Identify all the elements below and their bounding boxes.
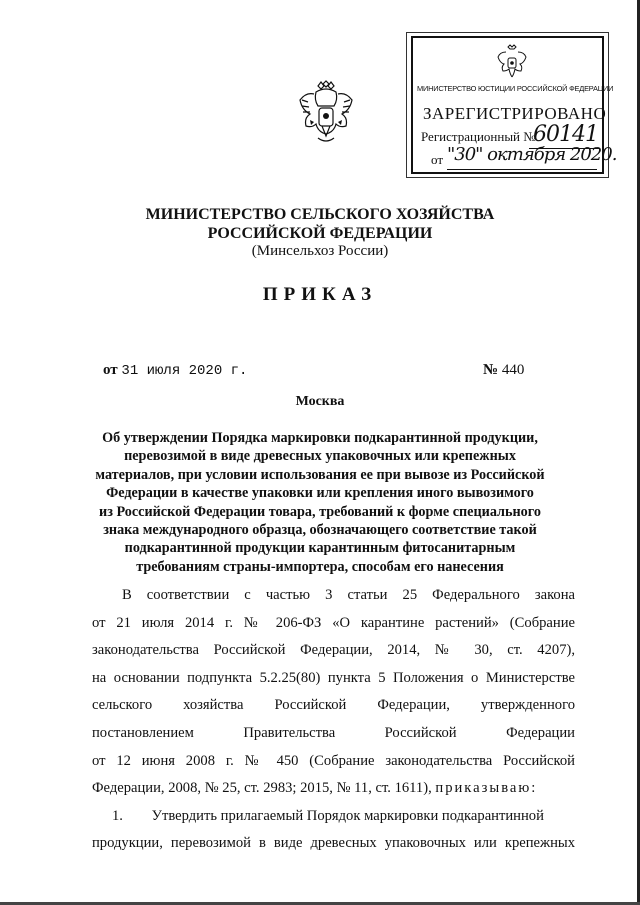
order-subject: [80, 429, 560, 576]
subject-line: знака международного образца, обозначающего соответствие такой: [103, 522, 537, 539]
order-body: [92, 582, 575, 858]
body-line: на основании подпункта 5.2.25(80) пункта 5 Положения о Министерстве: [92, 669, 575, 686]
subject-line: перевозимой в виде древесных упаковочных или крепежных: [124, 448, 516, 465]
subject-line: требованиям страны-импортера, способам его нанесения: [136, 558, 504, 575]
stamp-date-underline: [447, 169, 597, 170]
body-line-text: Федерации, 2008, № 25, ст. 2983; 2015, № 11, ст. 1611),: [92, 780, 432, 797]
item-1-first-line: [92, 803, 575, 831]
body-line: В соответствии с частью 3 статьи 25 Федерального закона: [122, 587, 575, 603]
stamp-ministry-name: МИНИСТЕРСТВО ЮСТИЦИИ РОССИЙСКОЙ ФЕДЕРАЦИИ: [417, 84, 614, 93]
order-date: [103, 362, 247, 379]
stamp-regnum-label: Регистрационный №: [421, 129, 536, 144]
ministry-short-name: (Минсельхоз России): [251, 243, 389, 259]
stamp-status: ЗАРЕГИСТРИРОВАНО: [423, 104, 607, 123]
body-line: сельского хозяйства Российской Федерации, утвержденного: [92, 697, 575, 714]
ministry-name-line2: РОССИЙСКОЙ ФЕДЕРАЦИИ: [207, 225, 433, 242]
item-1-text: Утвердить прилагаемый Порядок маркировки подкарантинной: [151, 807, 544, 824]
item-1-second-line: продукции, перевозимой в виде древесных упаковочных или крепежных: [92, 835, 575, 852]
stamp-regnum-handwritten: 60141: [533, 122, 598, 147]
body-line: от 12 июня 2008 г. № 450 (Собрание законодательства Российской: [92, 752, 575, 769]
subject-line: из Российской Федерации товара, требований к форме специального: [99, 503, 541, 520]
document-title: ПРИКАЗ: [262, 284, 378, 305]
ministry-name-line1: МИНИСТЕРСТВО СЕЛЬСКОГО ХОЗЯЙСТВА: [145, 206, 495, 223]
order-number-value: 440: [501, 362, 525, 378]
registration-stamp: [411, 36, 617, 174]
ministry-name: [0, 205, 640, 243]
subject-line: Федерации в качестве упаковки или крепления иного вывозимого: [106, 485, 534, 502]
order-number-sign: №: [483, 362, 499, 378]
body-line: постановлением Правительства Российской Федерации: [92, 724, 575, 741]
order-directive-word: приказываю:: [435, 780, 538, 797]
subject-line: подкарантинной продукции карантинным фитосанитарным: [124, 540, 516, 557]
stamp-date-handwritten: "30" октября 2020.: [447, 144, 617, 165]
order-number: [483, 362, 524, 379]
order-date-prefix: от: [103, 362, 118, 378]
body-line: законодательства Российской Федерации, 2014, № 30, ст. 4207),: [92, 642, 575, 659]
item-1-number: 1.: [112, 807, 123, 824]
stamp-date-prefix: от: [431, 152, 444, 167]
subject-line: Об утверждении Порядка маркировки подкарантинной продукции,: [102, 430, 538, 446]
body-line: от 21 июля 2014 г. № 206-ФЗ «О карантине растений» (Собрание: [92, 614, 575, 631]
body-line-last: [92, 775, 575, 803]
coat-of-arms-icon: [296, 80, 356, 154]
order-city: Москва: [295, 394, 345, 409]
subject-line: материалов, при условии использования ее при вывозе из Российской: [95, 466, 545, 483]
stamp-coat-of-arms-icon: [497, 44, 527, 80]
order-date-value: 31 июля 2020 г.: [121, 363, 248, 379]
